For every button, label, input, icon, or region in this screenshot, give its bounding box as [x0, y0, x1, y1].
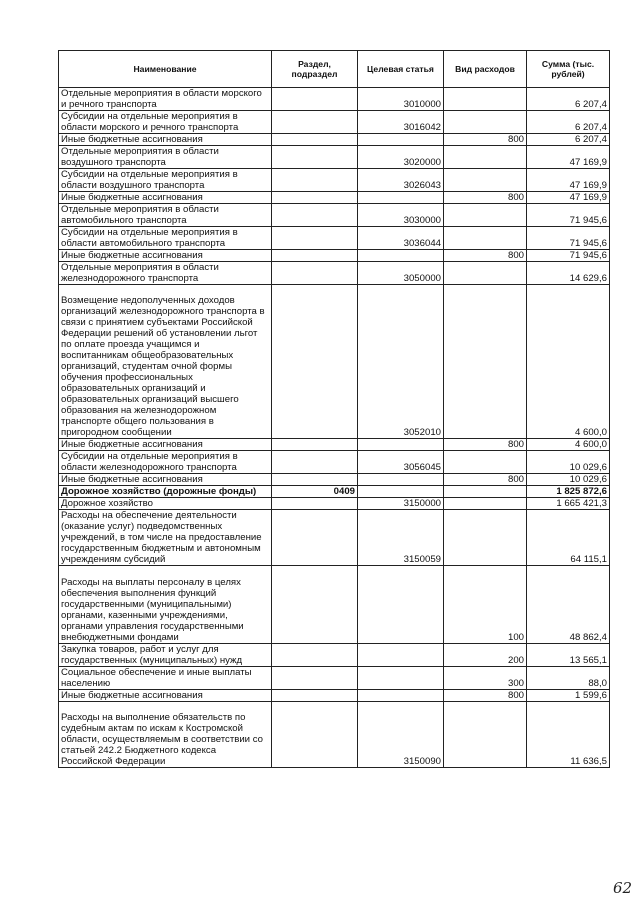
cell-section	[272, 667, 358, 690]
cell-name: Дорожное хозяйство	[59, 498, 272, 510]
table-row	[59, 262, 610, 285]
cell-sum: 47 169,9	[527, 146, 610, 169]
cell-sum: 71 945,6	[527, 204, 610, 227]
cell-target: 3150059	[358, 510, 444, 566]
cell-name: Возмещение недополученных доходов организаций железнодорожного транспорта в связи с принятием субъектами Российской Федерации решений об установлении льгот по оплате проезда учащимся и воспитанникам общеобразовательных организаций, студентам очной формы обучения профессиональных образовательных организаций и образовательных организаций высшего образования на железнодорожном транспорте общего пользования в пригородном сообщении	[59, 285, 272, 439]
cell-sum: 71 945,6	[527, 227, 610, 250]
cell-kind	[444, 88, 527, 111]
cell-kind: 300	[444, 667, 527, 690]
header-name: Наименование	[59, 51, 272, 88]
cell-target	[358, 667, 444, 690]
budget-table	[58, 50, 610, 768]
cell-target: 3010000	[358, 88, 444, 111]
table-row	[59, 439, 610, 451]
cell-target: 3052010	[358, 285, 444, 439]
table-row	[59, 134, 610, 146]
cell-target: 3056045	[358, 451, 444, 474]
cell-sum: 88,0	[527, 667, 610, 690]
cell-name: Расходы на выполнение обязательств по судебным актам по искам к Костромской области, осуществляемым в соответствии со статьей 242.2 Бюджетного кодекса Российской Федерации	[59, 702, 272, 768]
cell-section	[272, 250, 358, 262]
cell-sum: 1 825 872,6	[527, 486, 610, 498]
cell-section	[272, 439, 358, 451]
cell-name: Расходы на выплаты персоналу в целях обеспечения выполнения функций государственными (муниципальными) органами, казенными учреждениями, органами управления государственными внебюджетными фондами	[59, 566, 272, 644]
cell-target: 3050000	[358, 262, 444, 285]
cell-name: Отдельные мероприятия в области автомобильного транспорта	[59, 204, 272, 227]
cell-kind	[444, 146, 527, 169]
cell-section	[272, 88, 358, 111]
cell-name: Дорожное хозяйство (дорожные фонды)	[59, 486, 272, 498]
cell-kind	[444, 169, 527, 192]
table-row	[59, 204, 610, 227]
table-row	[59, 702, 610, 768]
cell-target: 3150000	[358, 498, 444, 510]
cell-section	[272, 192, 358, 204]
cell-target: 3030000	[358, 204, 444, 227]
cell-section	[272, 510, 358, 566]
cell-sum: 47 169,9	[527, 169, 610, 192]
cell-section	[272, 146, 358, 169]
cell-name: Иные бюджетные ассигнования	[59, 192, 272, 204]
cell-kind: 800	[444, 134, 527, 146]
page-number: 62	[613, 879, 633, 897]
cell-name: Отдельные мероприятия в области морского и речного транспорта	[59, 88, 272, 111]
cell-sum: 14 629,6	[527, 262, 610, 285]
cell-target: 3020000	[358, 146, 444, 169]
cell-section	[272, 227, 358, 250]
cell-name: Расходы на обеспечение деятельности (оказание услуг) подведомственных учреждений, в том числе на предоставление государственным бюджетным и автономным учреждениям субсидий	[59, 510, 272, 566]
cell-target	[358, 566, 444, 644]
header-kind: Вид расходов	[444, 51, 527, 88]
cell-kind	[444, 227, 527, 250]
cell-section	[272, 134, 358, 146]
table-row	[59, 667, 610, 690]
cell-section	[272, 262, 358, 285]
cell-kind	[444, 486, 527, 498]
cell-kind: 800	[444, 250, 527, 262]
cell-section	[272, 702, 358, 768]
cell-sum: 1 665 421,3	[527, 498, 610, 510]
cell-section: 0409	[272, 486, 358, 498]
table-row	[59, 88, 610, 111]
cell-sum: 11 636,5	[527, 702, 610, 768]
cell-target	[358, 192, 444, 204]
table-row	[59, 227, 610, 250]
cell-section	[272, 690, 358, 702]
table-row	[59, 474, 610, 486]
cell-name: Иные бюджетные ассигнования	[59, 250, 272, 262]
cell-kind: 800	[444, 474, 527, 486]
cell-kind: 100	[444, 566, 527, 644]
table-row	[59, 111, 610, 134]
cell-name: Субсидии на отдельные мероприятия в области воздушного транспорта	[59, 169, 272, 192]
cell-name: Закупка товаров, работ и услуг для государственных (муниципальных) нужд	[59, 644, 272, 667]
cell-section	[272, 566, 358, 644]
cell-name: Иные бюджетные ассигнования	[59, 134, 272, 146]
table-row	[59, 451, 610, 474]
table-row	[59, 192, 610, 204]
cell-kind	[444, 285, 527, 439]
cell-kind	[444, 510, 527, 566]
table-row	[59, 644, 610, 667]
cell-name: Социальное обеспечение и иные выплаты населению	[59, 667, 272, 690]
cell-sum: 10 029,6	[527, 474, 610, 486]
cell-name: Иные бюджетные ассигнования	[59, 439, 272, 451]
cell-sum: 1 599,6	[527, 690, 610, 702]
cell-sum: 6 207,4	[527, 88, 610, 111]
cell-sum: 71 945,6	[527, 250, 610, 262]
cell-kind	[444, 111, 527, 134]
cell-name: Иные бюджетные ассигнования	[59, 690, 272, 702]
header-target: Целевая статья	[358, 51, 444, 88]
table-row	[59, 285, 610, 439]
table-row	[59, 486, 610, 498]
cell-sum: 6 207,4	[527, 134, 610, 146]
cell-sum: 13 565,1	[527, 644, 610, 667]
cell-target: 3016042	[358, 111, 444, 134]
header-sum: Сумма (тыс. рублей)	[527, 51, 610, 88]
cell-sum: 4 600,0	[527, 285, 610, 439]
cell-section	[272, 474, 358, 486]
cell-section	[272, 285, 358, 439]
table-row	[59, 146, 610, 169]
cell-sum: 64 115,1	[527, 510, 610, 566]
cell-kind	[444, 451, 527, 474]
table-row	[59, 566, 610, 644]
cell-section	[272, 169, 358, 192]
cell-sum: 6 207,4	[527, 111, 610, 134]
cell-target: 3150090	[358, 702, 444, 768]
cell-kind	[444, 702, 527, 768]
cell-target	[358, 439, 444, 451]
cell-kind: 800	[444, 192, 527, 204]
table-row	[59, 690, 610, 702]
cell-sum: 4 600,0	[527, 439, 610, 451]
cell-name: Иные бюджетные ассигнования	[59, 474, 272, 486]
table-row	[59, 510, 610, 566]
cell-name: Субсидии на отдельные мероприятия в области автомобильного транспорта	[59, 227, 272, 250]
cell-target	[358, 474, 444, 486]
cell-section	[272, 111, 358, 134]
cell-target	[358, 644, 444, 667]
cell-section	[272, 644, 358, 667]
cell-section	[272, 451, 358, 474]
cell-kind	[444, 498, 527, 510]
table-row	[59, 250, 610, 262]
cell-kind: 200	[444, 644, 527, 667]
cell-kind: 800	[444, 690, 527, 702]
cell-name: Субсидии на отдельные мероприятия в области железнодорожного транспорта	[59, 451, 272, 474]
table-row	[59, 498, 610, 510]
cell-section	[272, 498, 358, 510]
cell-target	[358, 486, 444, 498]
cell-target	[358, 134, 444, 146]
cell-kind: 800	[444, 439, 527, 451]
cell-target	[358, 690, 444, 702]
cell-kind	[444, 204, 527, 227]
cell-name: Отдельные мероприятия в области воздушного транспорта	[59, 146, 272, 169]
cell-target: 3036044	[358, 227, 444, 250]
cell-name: Субсидии на отдельные мероприятия в области морского и речного транспорта	[59, 111, 272, 134]
cell-sum: 48 862,4	[527, 566, 610, 644]
cell-name: Отдельные мероприятия в области железнодорожного транспорта	[59, 262, 272, 285]
header-section: Раздел, подраздел	[272, 51, 358, 88]
table-header	[59, 51, 610, 88]
cell-sum: 10 029,6	[527, 451, 610, 474]
cell-target	[358, 250, 444, 262]
cell-kind	[444, 262, 527, 285]
cell-section	[272, 204, 358, 227]
cell-sum: 47 169,9	[527, 192, 610, 204]
cell-target: 3026043	[358, 169, 444, 192]
table-row	[59, 169, 610, 192]
